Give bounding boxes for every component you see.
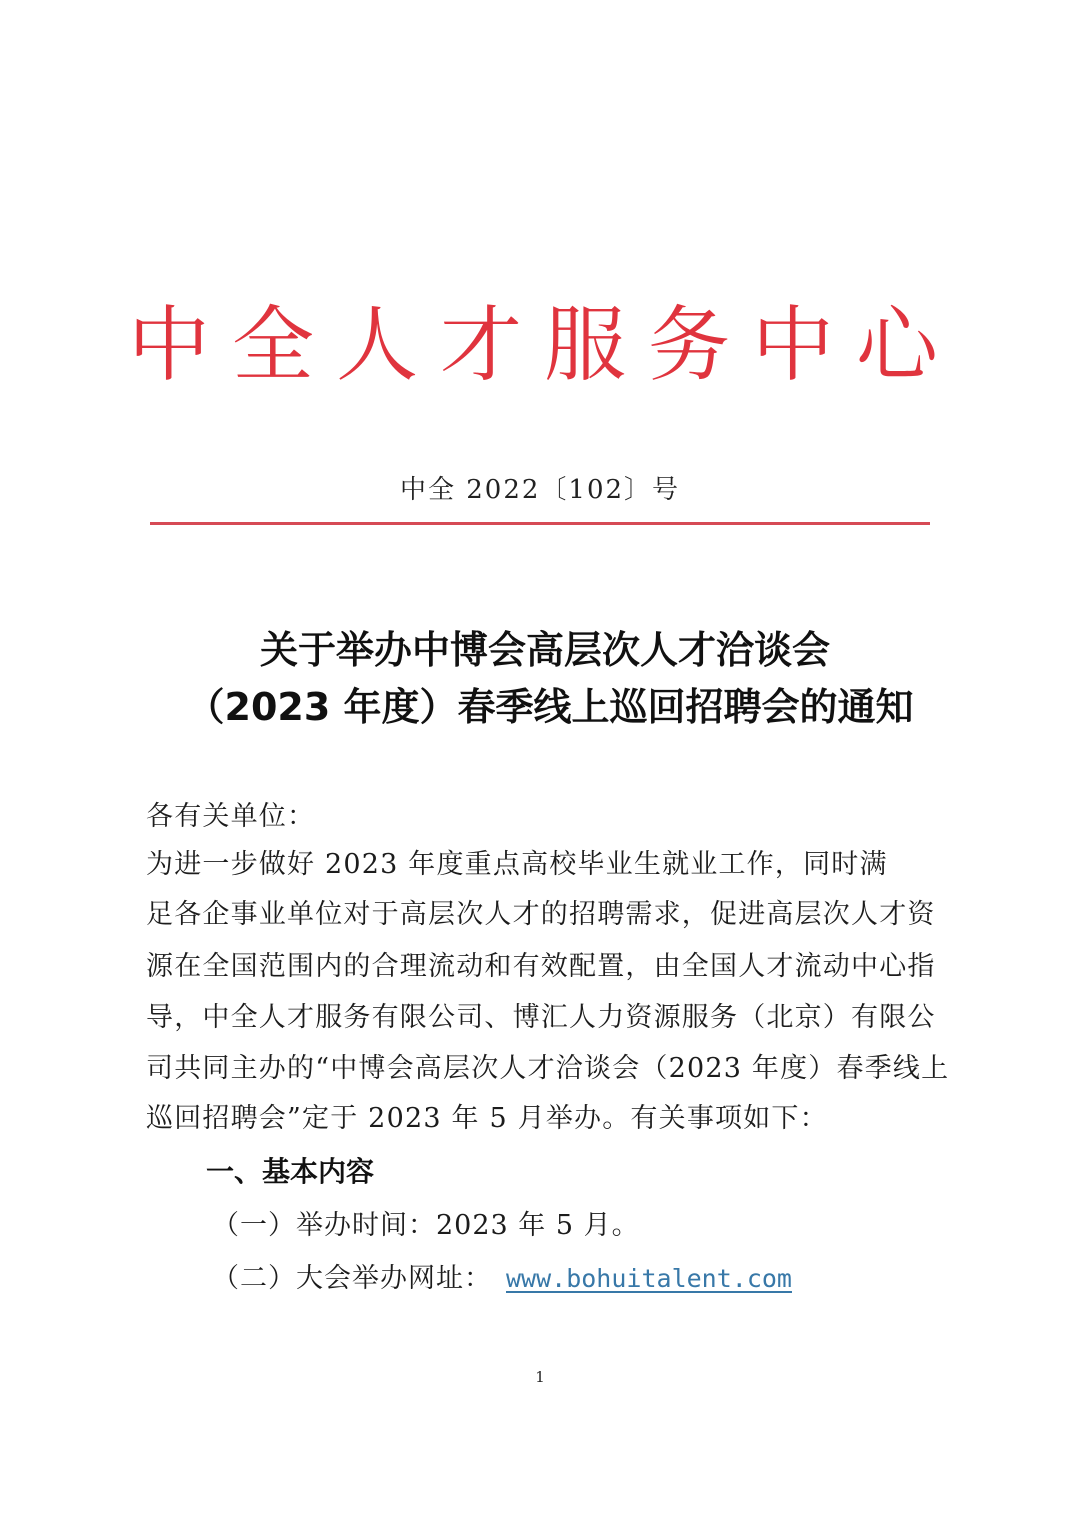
organization-title: 中全人才服务中心 xyxy=(127,298,960,393)
paragraph-line: 为进一步做好 2023 年度重点高校毕业生就业工作，同时满 xyxy=(146,849,888,880)
document-title-line-2: （2023 年度）春季线上巡回招聘会的通知 xyxy=(186,685,914,729)
paragraph-line: 司共同主办的“中博会高层次人才洽谈会（2023 年度）春季线上 xyxy=(146,1053,950,1084)
item-event-website xyxy=(212,1259,792,1299)
document-number: 中全 2022〔102〕号 xyxy=(399,475,681,505)
website-link[interactable]: www.bohuitalent.com xyxy=(506,1264,792,1293)
paragraph-line: 巡回招聘会”定于 2023 年 5 月举办。有关事项如下： xyxy=(146,1103,828,1134)
document-title-line-1: 关于举办中博会高层次人才洽谈会 xyxy=(259,628,830,672)
item-label: （一）举办时间： xyxy=(212,1210,436,1241)
paragraph-line: 足各企事业单位对于高层次人才的招聘需求，促进高层次人才资 xyxy=(146,899,936,930)
section-heading-basic-content: 一、基本内容 xyxy=(206,1155,375,1188)
salutation: 各有关单位： xyxy=(146,801,316,832)
item-label: （二）大会举办网址： xyxy=(212,1263,492,1294)
red-divider-rule xyxy=(150,522,930,525)
item-event-time xyxy=(212,1206,640,1246)
page-number: 1 xyxy=(535,1368,545,1386)
paragraph-line: 导，中全人才服务有限公司、博汇人力资源服务（北京）有限公 xyxy=(146,1002,936,1033)
paragraph-line: 源在全国范围内的合理流动和有效配置，由全国人才流动中心指 xyxy=(146,951,936,982)
item-value: 2023 年 5 月。 xyxy=(436,1210,640,1241)
